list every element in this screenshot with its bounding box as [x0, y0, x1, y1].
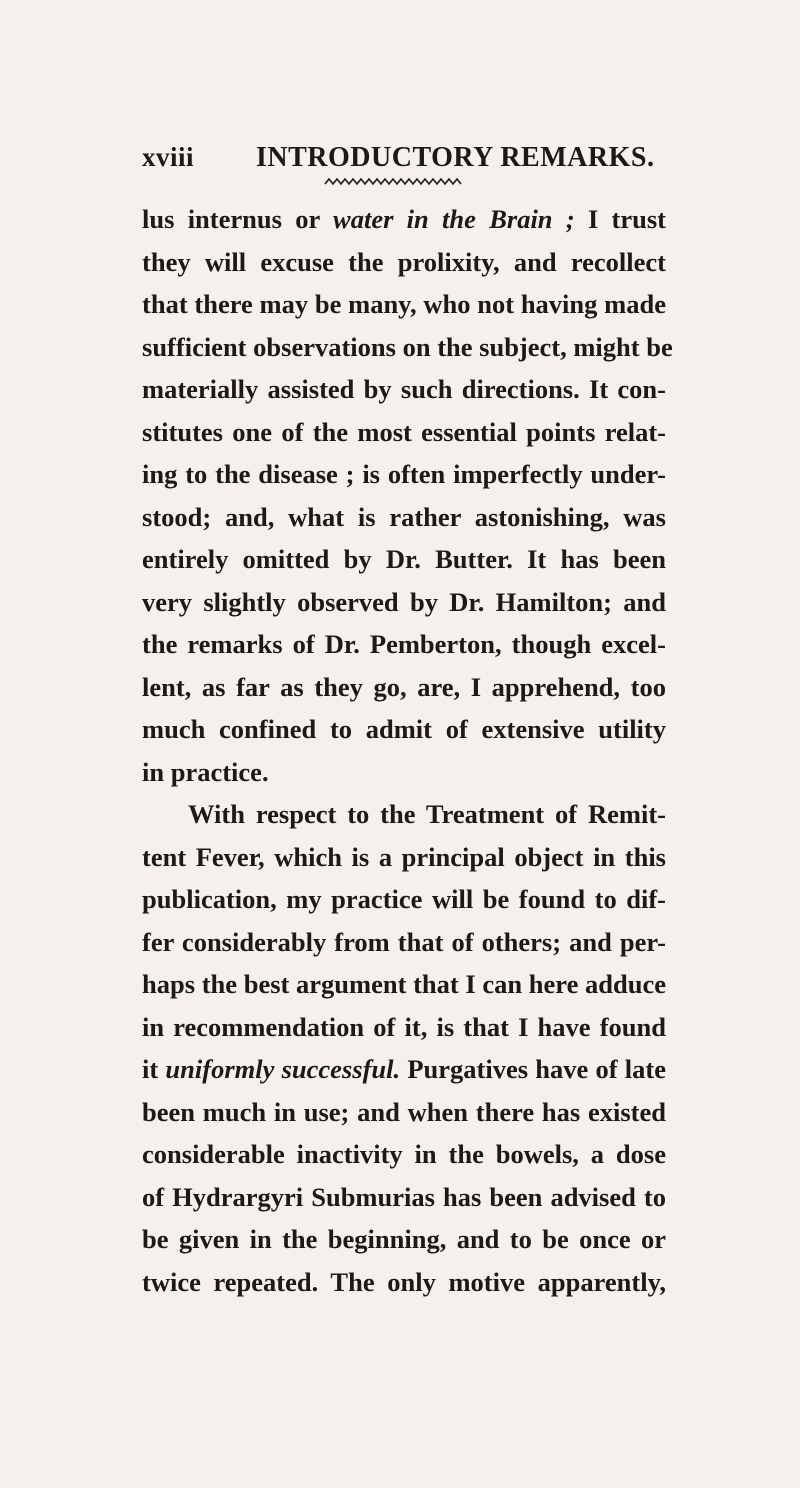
text-line-21: it uniformly successful. Purgatives have of late [142, 1054, 666, 1084]
text-line-18: fer considerably from that of others; and per- [142, 926, 666, 957]
text-line-25: be given in the beginning, and to be once or [142, 1224, 666, 1254]
page-number: xviii [142, 142, 195, 172]
running-title: INTRODUCTORY REMARKS. [256, 142, 655, 173]
text-line-14: in practice. [142, 756, 269, 787]
body-text [142, 198, 673, 1303]
text-line-12: lent, as far as they go, are, I apprehend, too [142, 671, 666, 702]
text-line-23: considerable inactivity in the bowels, a dose [142, 1139, 666, 1169]
text-line-22: been much in use; and when there has existed [142, 1096, 666, 1127]
text-line-4: sufficient observations on the subject, might be [142, 331, 673, 362]
text-line-16: tent Fever, which is a principal object in this [142, 841, 666, 872]
text-line-20: in recommendation of it, is that I have found [142, 1011, 666, 1042]
text-line-9: entirely omitted by Dr. Butter. It has been [142, 544, 666, 574]
text-line-13: much confined to admit of extensive utility [142, 714, 666, 744]
text-line-8: stood; and, what is rather astonishing, was [142, 501, 666, 532]
text-line-19: haps the best argument that I can here adduce [142, 969, 666, 999]
italic-phrase: water in the Brain ; [333, 204, 575, 234]
text-line-5: materially assisted by such directions. It con- [142, 374, 666, 404]
text-line-2: they will excuse the prolixity, and recollect [142, 246, 666, 277]
italic-phrase: uniformly successful. [165, 1054, 401, 1084]
text-line-26: twice repeated. The only motive apparently, [142, 1266, 666, 1297]
rule-ornament-icon [323, 176, 463, 186]
text-line-3: that there may be many, who not having made [142, 289, 666, 319]
text-line-17: publication, my practice will be found to dif- [142, 884, 666, 914]
text-line-15: With respect to the Treatment of Remit- [188, 799, 666, 829]
text-line-11: the remarks of Dr. Pemberton, though excel- [142, 629, 666, 659]
text-line-6: stitutes one of the most essential points relat- [142, 416, 666, 447]
text-line-24: of Hydrargyri Submurias has been advised to [142, 1181, 666, 1212]
text-line-1: lus internus or water in the Brain ; I trust [142, 204, 666, 234]
text-line-10: very slightly observed by Dr. Hamilton; and [142, 586, 666, 617]
text-line-7: ing to the disease ; is often imperfectly under- [142, 459, 666, 489]
